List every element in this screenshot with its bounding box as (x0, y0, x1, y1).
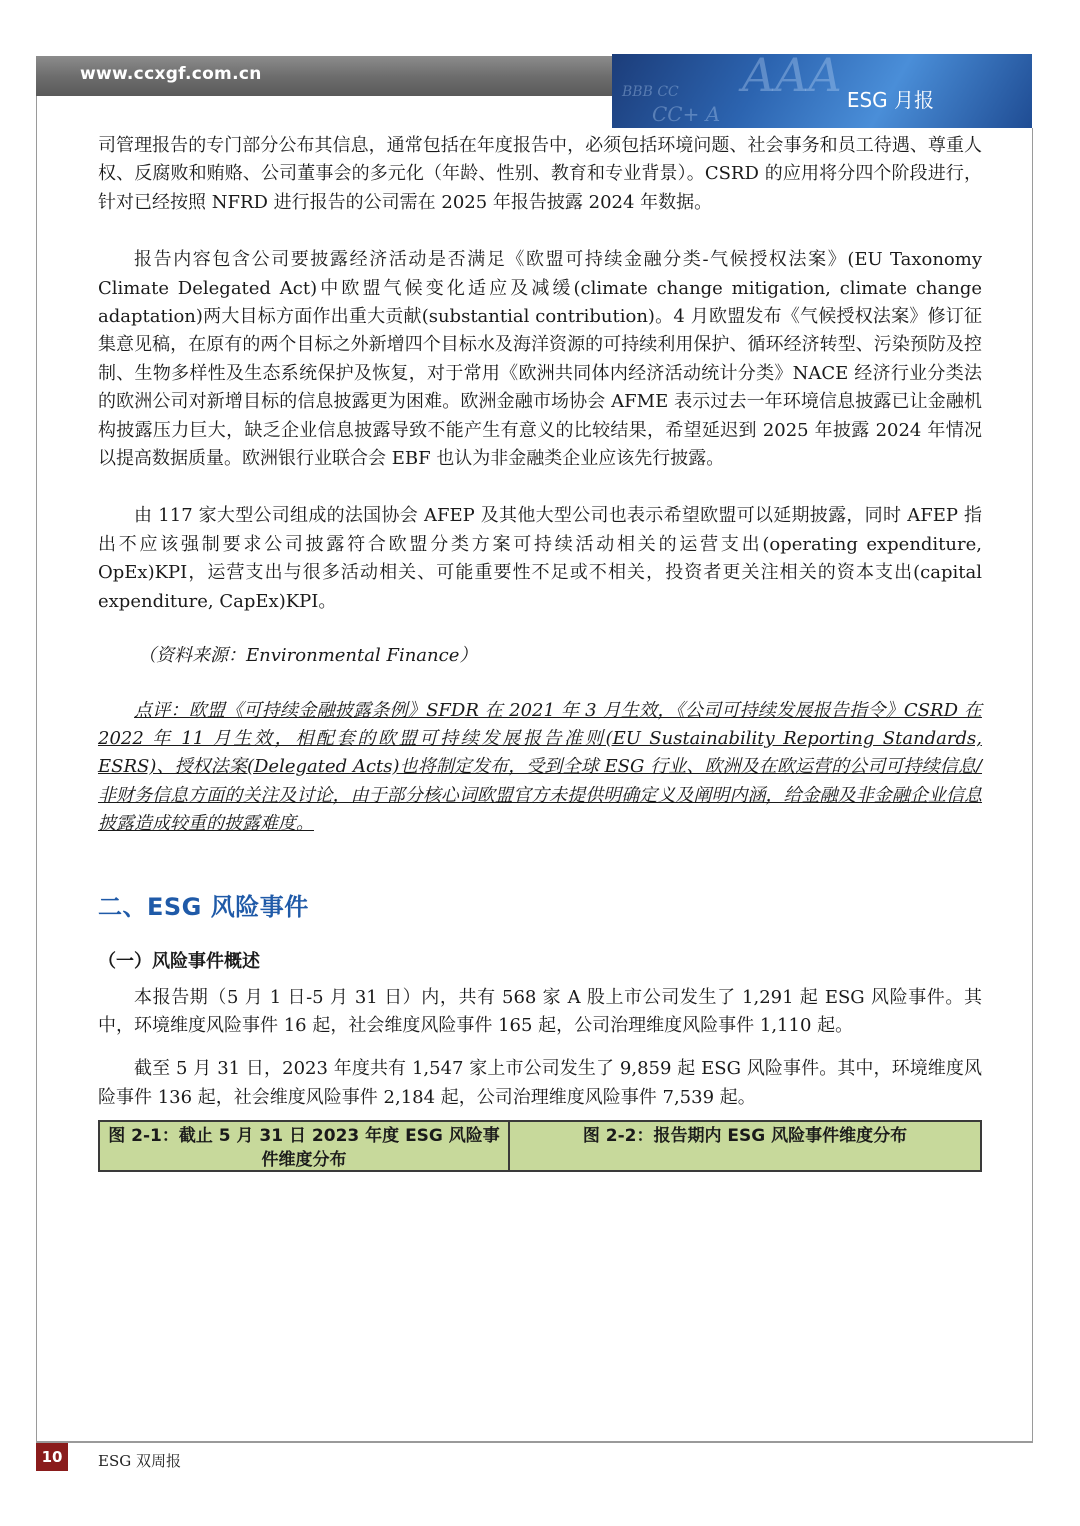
commentary-paragraph: 点评：欧盟《可持续金融披露条例》SFDR 在 2021 年 3 月生效，《公司可持续发展报告指令》CSRD 在 2022 年 11 月生效，相配套的欧盟可持续发展报告准则(EU Sustainability Reporting Standards, ESRS)、授权法案(Delegated Acts)也将制定发布，受到全球 ESG 行业、欧洲及在欧运营的公司可持续信息/非财务信息方面的关注及讨论，由于部分核心词欧盟官方未提供明确定义及阐明内涵，给金融及非金融企业信息披露造成较重的披露难度。 (98, 699, 982, 835)
header-banner (612, 54, 1032, 128)
body-paragraph: 司管理报告的专门部分公布其信息，通常包括在年度报告中，必须包括环境问题、社会事务和员工待遇、尊重人权、反腐败和贿赂、公司董事会的多元化（年龄、性别、教育和专业背景）。CSRD 的应用将分四个阶段进行，针对已经按照 NFRD 进行报告的公司需在 2025 年报告披露 2024 年数据。 (98, 135, 982, 213)
section-heading: 二、ESG 风险事件 (98, 892, 309, 921)
banner-decoration-letters: AAA (742, 54, 842, 102)
header-url[interactable]: www.ccxgf.com.cn (80, 64, 262, 84)
body-paragraph: 由 117 家大型公司组成的法国协会 AFEP 及其他大型公司也表示希望欧盟可以延期披露，同时 AFEP 指出不应该强制要求公司披露符合欧盟分类方案可持续活动相关的运营支出(operating expenditure, OpEx)KPI，运营支出与很多活动相关、可能重要性不足或不相关，投资者更关注相关的资本支出(capital expenditure, CapEx)KPI。 (98, 505, 982, 612)
subsection-heading: （一）风险事件概述 (98, 950, 260, 972)
body-paragraph: 本报告期（5 月 1 日-5 月 31 日）内，共有 568 家 A 股上市公司发生了 1,291 起 ESG 风险事件。其中，环境维度风险事件 16 起，社会维度风险事件 165 起，公司治理维度风险事件 1,110 起。 (98, 986, 982, 1036)
main-content (98, 128, 982, 1112)
body-paragraph: 截至 5 月 31 日，2023 年度共有 1,547 家上市公司发生了 9,859 起 ESG 风险事件。其中，环境维度风险事件 136 起，社会维度风险事件 2,184 起，公司治理维度风险事件 7,539 起。 (98, 1058, 982, 1108)
header-title: ESG 月报 (846, 88, 934, 112)
banner-decoration-letters: CC+ A (652, 102, 721, 126)
banner-decoration-letters: BBB CC (622, 84, 679, 100)
source-note: （资料来源：Environmental Finance） (138, 645, 478, 667)
page-number: 10 (36, 1443, 68, 1471)
page-frame-right (1032, 128, 1033, 1441)
footer-divider (36, 1441, 1033, 1443)
figure-caption-table (98, 1120, 982, 1172)
page-frame-left (36, 96, 37, 1441)
figure-caption-2-1: 图 2-1：截止 5 月 31 日 2023 年度 ESG 风险事件维度分布 (100, 1122, 510, 1170)
figure-caption-2-2: 图 2-2：报告期内 ESG 风险事件维度分布 (582, 1126, 908, 1146)
footer-publication: ESG 双周报 (98, 1452, 181, 1470)
body-paragraph: 报告内容包含公司要披露经济活动是否满足《欧盟可持续金融分类-气候授权法案》(EU Taxonomy Climate Delegated Act)中欧盟气候变化适应及减缓(climate change mitigation, climate change adaptation)两大目标方面作出重大贡献(substantial contribution)。4 月欧盟发布《气候授权法案》修订征集意见稿，在原有的两个目标之外新增四个目标水及海洋资源的可持续利用保护、循环经济转型、污染预防及控制、生物多样性及生态系统保护及恢复，对于常用《欧洲共同体内经济活动统计分类》NACE 经济行业分类法的欧洲公司对新增目标的信息披露更为困难。欧洲金融市场协会 AFME 表示过去一年环境信息披露已让金融机构披露压力巨大，缺乏企业信息披露导致不能产生有意义的比较结果，希望延迟到 2025 年披露 2024 年情况以提高数据质量。欧洲银行业联合会 EBF 也认为非金融类企业应该先行披露。 (98, 249, 982, 470)
